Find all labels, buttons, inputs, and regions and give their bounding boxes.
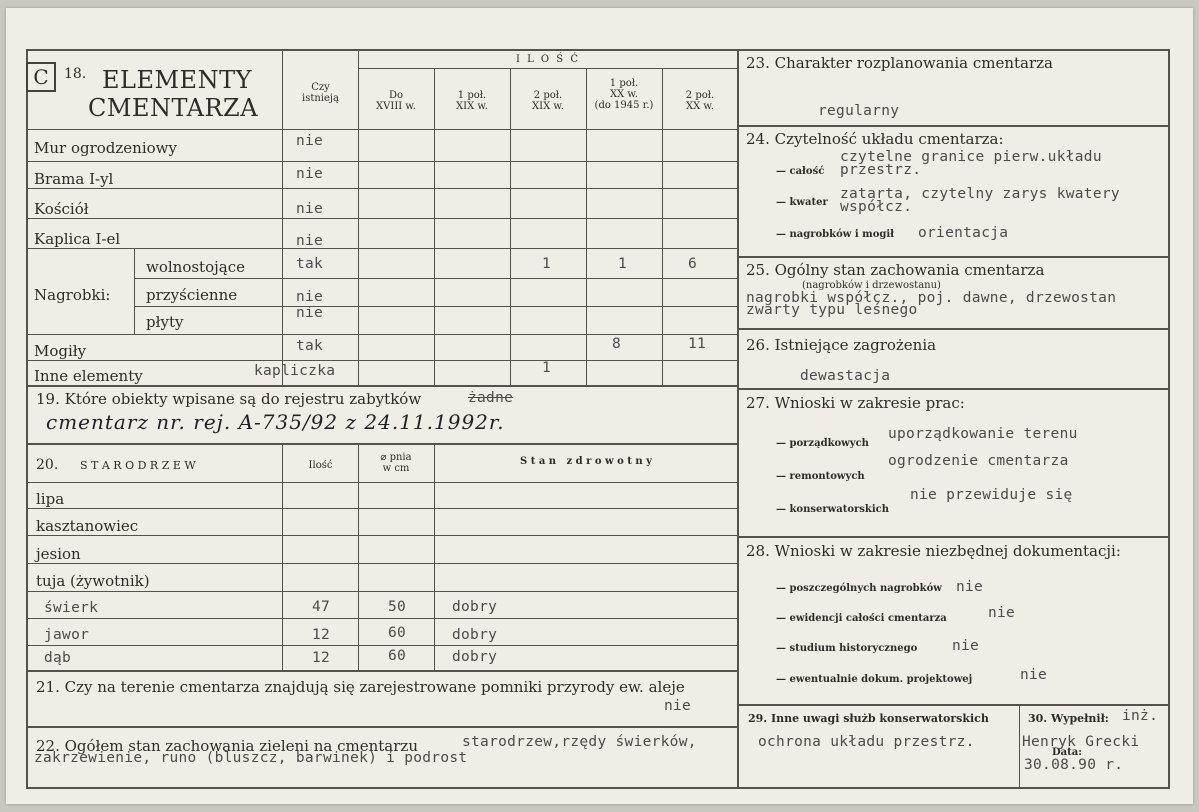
s19-struck: żadne (468, 390, 514, 406)
grid-line (26, 508, 738, 509)
count-cell: 1 (542, 256, 552, 272)
grid-line (282, 443, 283, 671)
col-ilosc-header: Ilość (308, 460, 333, 471)
grid-line (737, 704, 1169, 706)
s27-item-value: nie przewiduje się (910, 487, 1073, 503)
s18-number: 18. (64, 66, 87, 82)
grid-line (510, 68, 511, 385)
grid-line (26, 129, 738, 130)
grid-line (26, 248, 738, 249)
s26-value: dewastacja (800, 368, 891, 384)
s20-number: 20. (36, 457, 59, 473)
tree-label: lipa (36, 490, 65, 508)
section-letter-box: C (26, 62, 56, 92)
s27-item-value: uporządkowanie terenu (888, 426, 1078, 442)
s30-date-label: Data: (1052, 747, 1082, 758)
grid-line (358, 68, 738, 69)
grid-line (26, 482, 738, 483)
s30-date: 30.08.90 r. (1024, 757, 1124, 773)
s24-label: 24. Czytelność układu cmentarza: (746, 130, 1004, 148)
s26-label: 26. Istniejące zagrożenia (746, 336, 937, 354)
grid-line (26, 726, 738, 728)
grid-line (737, 256, 1169, 258)
tree-trunk: 60 (388, 625, 407, 641)
s24-item-value: przestrz. (840, 162, 922, 178)
row-exists: nie (296, 166, 324, 182)
s24-item-value: zatarta, czytelny zarys kwatery (840, 186, 1120, 202)
s25-label: 25. Ogólny stan zachowania cmentarza (746, 261, 1045, 279)
col-stan-header: S t a n z d r o w o t n y (520, 456, 652, 467)
row-label: Kościół (34, 200, 89, 218)
s23-value: regularny (818, 103, 900, 119)
count-cell: 1 (542, 360, 552, 376)
cemetery-card (6, 8, 1193, 804)
grid-line (434, 443, 435, 671)
s27-item-value: ogrodzenie cmentarza (888, 453, 1069, 469)
s18-title-2: CMENTARZA (88, 94, 259, 122)
s25-value-1: nagrobki współcz., poj. dawne, drzewostan (746, 290, 1117, 306)
tree-count: 12 (312, 627, 331, 643)
tree-label: jawor (44, 627, 90, 643)
col-exists-header: Czy istnieją (302, 82, 339, 104)
grid-line (26, 188, 738, 189)
tree-label: dąb (44, 650, 72, 666)
nagrobki-label: Nagrobki: (34, 286, 111, 304)
tree-count: 47 (312, 599, 331, 615)
count-cell: 1 (618, 256, 628, 272)
frame-bottom (26, 787, 1170, 789)
tree-trunk: 60 (388, 648, 407, 664)
s19-label: 19. Które obiekty wpisane są do rejestru zabytków (36, 390, 422, 408)
frame-middle (737, 49, 739, 789)
s30-value-2: Henryk Grecki (1022, 734, 1140, 750)
tree-count: 12 (312, 650, 331, 666)
period-header: 1 poł. XIX w. (456, 90, 488, 112)
grid-line (737, 536, 1169, 538)
ilosc-header: I L O Ś Ć (515, 54, 580, 65)
grid-line (737, 328, 1169, 330)
s25-sub: (nagrobków i drzewostanu) (802, 280, 941, 291)
tree-label: tuja (żywotnik) (36, 572, 150, 590)
grid-line (737, 388, 1169, 390)
row-exists: nie (296, 201, 324, 217)
grid-line (26, 535, 738, 536)
s28-item-value: nie (988, 605, 1016, 621)
s21-label: 21. Czy na terenie cmentarza znajdują się zarejestrowane pomniki przyrody ew. aleje (36, 678, 685, 696)
s24-item-value: czytelne granice pierw.układu (840, 149, 1102, 165)
row-label: Brama I-yl (34, 170, 114, 188)
s29-value: ochrona układu przestrz. (758, 734, 975, 750)
s30-label: 30. Wypełnił: (1028, 712, 1109, 725)
period-header: 1 poł. XX w. (do 1945 r.) (594, 78, 654, 111)
row-exists: tak (296, 256, 324, 272)
grid-line (26, 670, 738, 672)
s24-item-value: współcz. (840, 199, 913, 215)
row-label: Mogiły (34, 342, 87, 360)
grid-line (26, 618, 738, 619)
s27-item-label: — porządkowych (776, 438, 869, 449)
grid-line (737, 125, 1169, 127)
tree-trunk: 50 (388, 599, 407, 615)
grid-line (26, 591, 738, 592)
s25-value-2: zwarty typu leśnego (746, 302, 918, 318)
grid-line (26, 161, 738, 162)
row-label: Mur ogrodzeniowy (34, 139, 177, 157)
s23-label: 23. Charakter rozplanowania cmentarza (746, 54, 1053, 72)
grid-line (134, 306, 738, 307)
grid-line (26, 360, 738, 361)
s28-item-value: nie (952, 638, 980, 654)
s22-value-2: zakrzewienie, runo (bluszcz, barwinek) i podrost (34, 750, 468, 766)
grid-line (26, 218, 738, 219)
grid-line (434, 68, 435, 385)
frame-top (26, 49, 1170, 51)
s27-item-label: — remontowych (776, 471, 865, 482)
col-pnia-header: ⌀ pnia w cm (380, 452, 412, 474)
s28-label: 28. Wnioski w zakresie niezbędnej dokumentacji: (746, 542, 1121, 560)
row-exists: nie (296, 289, 324, 305)
grid-line (586, 68, 587, 385)
s28-item-label: — ewidencji całości cmentarza (776, 613, 947, 624)
grid-line (26, 334, 738, 335)
grid-line (134, 278, 738, 279)
count-cell: 6 (688, 256, 698, 272)
count-cell: 8 (612, 336, 622, 352)
row-exists: tak (296, 338, 324, 354)
s24-item-value: orientacja (918, 225, 1009, 241)
grid-line (358, 443, 359, 671)
grid-line (1019, 704, 1020, 788)
s22-value-1: starodrzew,rzędy świerków, (462, 734, 697, 750)
s18-title-1: ELEMENTY (102, 66, 252, 94)
s27-label: 27. Wnioski w zakresie prac: (746, 394, 965, 412)
count-cell: 11 (688, 336, 707, 352)
grid-line (134, 248, 135, 334)
inne-extra: kapliczka (254, 363, 336, 379)
period-header: 2 poł. XIX w. (532, 90, 564, 112)
row-exists: nie (296, 305, 324, 321)
s28-item-label: — studium historycznego (776, 643, 918, 654)
row-label: przyścienne (146, 286, 238, 304)
tree-health: dobry (452, 599, 498, 615)
frame-left (26, 49, 28, 789)
s20-title: S T A R O D R Z E W (80, 459, 196, 472)
s28-item-value: nie (1020, 667, 1048, 683)
s28-item-label: — ewentualnie dokum. projektowej (776, 674, 973, 685)
tree-health: dobry (452, 649, 498, 665)
s28-item-value: nie (956, 579, 984, 595)
grid-line (26, 385, 738, 387)
s24-item-label: — kwater (776, 197, 828, 208)
s24-item-label: — całość (776, 166, 825, 177)
grid-line (26, 443, 738, 445)
s19-handwritten: cmentarz nr. rej. A-735/92 z 24.11.1992r. (46, 410, 505, 434)
s29-label: 29. Inne uwagi służb konserwatorskich (748, 712, 989, 725)
s28-item-label: — poszczególnych nagrobków (776, 583, 942, 594)
s27-item-label: — konserwatorskich (776, 504, 889, 515)
grid-line (26, 563, 738, 564)
s22-label: 22. Ogółem stan zachowania zieleni na cmentarzu (36, 737, 418, 755)
period-header: 2 poł. XX w. (685, 90, 715, 112)
tree-label: świerk (44, 600, 99, 616)
grid-line (662, 68, 663, 385)
s21-value: nie (664, 698, 692, 714)
row-label: płyty (146, 313, 184, 331)
period-header: Do XVIII w. (376, 90, 416, 112)
s24-item-label: — nagrobków i mogił (776, 229, 895, 240)
row-label: Inne elementy (34, 367, 143, 385)
tree-health: dobry (452, 627, 498, 643)
s30-value-1: inż. (1122, 708, 1159, 724)
tree-label: jesion (36, 545, 81, 563)
row-label: wolnostojące (146, 258, 245, 276)
row-exists: nie (296, 233, 324, 249)
tree-label: kasztanowiec (36, 517, 139, 535)
grid-line (26, 645, 738, 646)
row-exists: nie (296, 133, 324, 149)
row-label: Kaplica I-el (34, 230, 121, 248)
frame-right (1168, 49, 1170, 789)
